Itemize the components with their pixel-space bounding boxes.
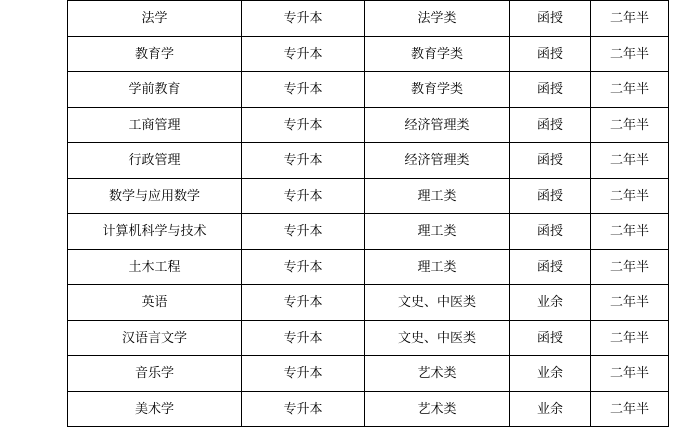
cell-study-mode: 函授 bbox=[510, 72, 591, 108]
cell-major: 土木工程 bbox=[68, 249, 242, 285]
table-row bbox=[68, 285, 669, 321]
cell-study-mode: 函授 bbox=[510, 178, 591, 214]
cell-duration: 二年半 bbox=[591, 72, 669, 108]
cell-category: 艺术类 bbox=[365, 356, 510, 392]
cell-study-mode: 函授 bbox=[510, 214, 591, 250]
cell-level: 专升本 bbox=[242, 143, 365, 179]
cell-duration: 二年半 bbox=[591, 36, 669, 72]
cell-category: 理工类 bbox=[365, 178, 510, 214]
cell-duration: 二年半 bbox=[591, 178, 669, 214]
cell-category: 文史、中医类 bbox=[365, 285, 510, 321]
table-row bbox=[68, 356, 669, 392]
cell-category: 经济管理类 bbox=[365, 107, 510, 143]
cell-major: 行政管理 bbox=[68, 143, 242, 179]
cell-duration: 二年半 bbox=[591, 1, 669, 37]
cell-level: 专升本 bbox=[242, 249, 365, 285]
cell-level: 专升本 bbox=[242, 107, 365, 143]
cell-level: 专升本 bbox=[242, 178, 365, 214]
cell-level: 专升本 bbox=[242, 214, 365, 250]
cell-category: 经济管理类 bbox=[365, 143, 510, 179]
table-row bbox=[68, 143, 669, 179]
cell-study-mode: 业余 bbox=[510, 356, 591, 392]
table-row bbox=[68, 72, 669, 108]
cell-major: 法学 bbox=[68, 1, 242, 37]
cell-major: 计算机科学与技术 bbox=[68, 214, 242, 250]
cell-study-mode: 函授 bbox=[510, 249, 591, 285]
table-row bbox=[68, 249, 669, 285]
table-row bbox=[68, 178, 669, 214]
cell-study-mode: 函授 bbox=[510, 143, 591, 179]
cell-level: 专升本 bbox=[242, 320, 365, 356]
cell-level: 专升本 bbox=[242, 72, 365, 108]
cell-major: 数学与应用数学 bbox=[68, 178, 242, 214]
cell-major: 汉语言文学 bbox=[68, 320, 242, 356]
table-row bbox=[68, 391, 669, 427]
cell-major: 美术学 bbox=[68, 391, 242, 427]
cell-level: 专升本 bbox=[242, 391, 365, 427]
cell-category: 教育学类 bbox=[365, 36, 510, 72]
cell-category: 理工类 bbox=[365, 249, 510, 285]
cell-category: 艺术类 bbox=[365, 391, 510, 427]
cell-level: 专升本 bbox=[242, 36, 365, 72]
cell-study-mode: 函授 bbox=[510, 320, 591, 356]
cell-category: 理工类 bbox=[365, 214, 510, 250]
cell-study-mode: 业余 bbox=[510, 285, 591, 321]
cell-level: 专升本 bbox=[242, 285, 365, 321]
cell-duration: 二年半 bbox=[591, 391, 669, 427]
cell-study-mode: 业余 bbox=[510, 391, 591, 427]
cell-duration: 二年半 bbox=[591, 107, 669, 143]
cell-study-mode: 函授 bbox=[510, 107, 591, 143]
cell-duration: 二年半 bbox=[591, 285, 669, 321]
cell-duration: 二年半 bbox=[591, 320, 669, 356]
majors-table bbox=[67, 0, 669, 427]
cell-major: 学前教育 bbox=[68, 72, 242, 108]
table-row bbox=[68, 320, 669, 356]
cell-major: 教育学 bbox=[68, 36, 242, 72]
table-row bbox=[68, 107, 669, 143]
table-row bbox=[68, 214, 669, 250]
cell-major: 工商管理 bbox=[68, 107, 242, 143]
cell-duration: 二年半 bbox=[591, 143, 669, 179]
cell-duration: 二年半 bbox=[591, 214, 669, 250]
cell-level: 专升本 bbox=[242, 356, 365, 392]
cell-duration: 二年半 bbox=[591, 249, 669, 285]
table-row bbox=[68, 36, 669, 72]
table-row bbox=[68, 1, 669, 37]
majors-table-body bbox=[68, 1, 669, 427]
cell-category: 教育学类 bbox=[365, 72, 510, 108]
cell-major: 音乐学 bbox=[68, 356, 242, 392]
cell-category: 法学类 bbox=[365, 1, 510, 37]
cell-major: 英语 bbox=[68, 285, 242, 321]
cell-duration: 二年半 bbox=[591, 356, 669, 392]
cell-study-mode: 函授 bbox=[510, 36, 591, 72]
cell-level: 专升本 bbox=[242, 1, 365, 37]
cell-category: 文史、中医类 bbox=[365, 320, 510, 356]
cell-study-mode: 函授 bbox=[510, 1, 591, 37]
